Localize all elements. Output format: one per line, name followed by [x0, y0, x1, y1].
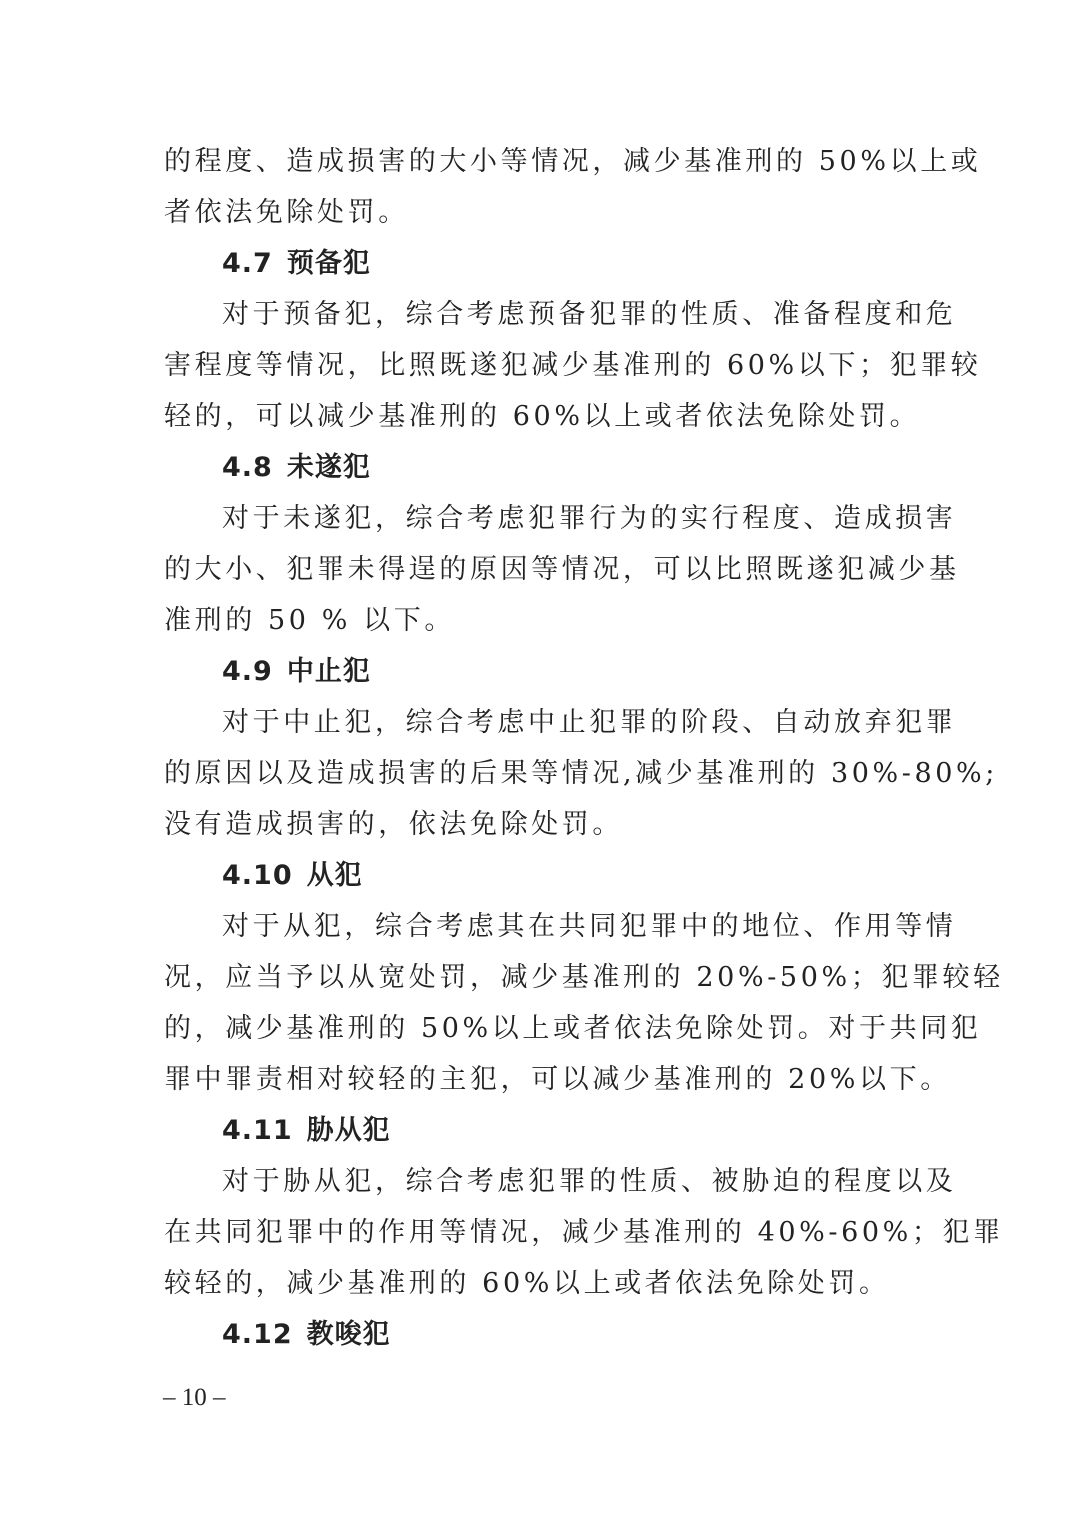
paragraph-line: 的原因以及造成损害的后果等情况,减少基准刑的 30%-80%;: [164, 758, 999, 789]
section-number: 4.12: [222, 1319, 293, 1350]
paragraph-line: 罪中罪责相对较轻的主犯，可以减少基准刑的 20%以下。: [164, 1064, 951, 1095]
paragraph-line: 的程度、造成损害的大小等情况，减少基准刑的 50%以上或: [164, 146, 982, 177]
paragraph-line: 的大小、犯罪未得逞的原因等情况，可以比照既遂犯减少基: [164, 554, 960, 585]
paragraph-line: 害程度等情况，比照既遂犯减少基准刑的 60%以下；犯罪较: [164, 350, 982, 381]
paragraph-line: 况，应当予以从宽处罚，减少基准刑的 20%-50%；犯罪较轻: [164, 962, 1004, 993]
section-title: 从犯: [306, 860, 363, 891]
page-number: – 10 –: [163, 1384, 226, 1411]
paragraph-line: 对于从犯，综合考虑其在共同犯罪中的地位、作用等情: [222, 911, 957, 942]
section-heading-4-7: [164, 238, 916, 289]
paragraph-line: 准刑的 50 % 以下。: [164, 605, 455, 636]
paragraph-line: 对于中止犯，综合考虑中止犯罪的阶段、自动放弃犯罪: [222, 707, 957, 738]
section-title: 教唆犯: [306, 1319, 391, 1350]
paragraph-line: 较轻的，减少基准刑的 60%以上或者依法免除处罚。: [164, 1268, 890, 1299]
paragraph-line: 轻的，可以减少基准刑的 60%以上或者依法免除处罚。: [164, 401, 921, 432]
paragraph-line: 没有造成损害的，依法免除处罚。: [164, 809, 623, 840]
section-heading-4-11: [164, 1105, 916, 1156]
paragraph-line: 对于胁从犯，综合考虑犯罪的性质、被胁迫的程度以及: [222, 1166, 957, 1197]
section-title: 中止犯: [286, 656, 371, 687]
section-number: 4.9: [222, 656, 273, 687]
section-number: 4.10: [222, 860, 293, 891]
body-text: [164, 136, 1004, 1360]
section-heading-4-9: [164, 646, 916, 697]
paragraph-line: 在共同犯罪中的作用等情况，减少基准刑的 40%-60%；犯罪: [164, 1217, 1004, 1248]
paragraph-line: 者依法免除处罚。: [164, 197, 409, 228]
section-title: 预备犯: [286, 248, 371, 279]
section-heading-4-10: [164, 850, 916, 901]
section-title: 未遂犯: [286, 452, 371, 483]
section-heading-4-12: [164, 1309, 916, 1360]
paragraph-line: 的，减少基准刑的 50%以上或者依法免除处罚。对于共同犯: [164, 1013, 982, 1044]
section-heading-4-8: [164, 442, 916, 493]
section-number: 4.11: [222, 1115, 293, 1146]
section-title: 胁从犯: [306, 1115, 391, 1146]
paragraph-line: 对于未遂犯，综合考虑犯罪行为的实行程度、造成损害: [222, 503, 957, 534]
section-number: 4.7: [222, 248, 273, 279]
paragraph-line: 对于预备犯，综合考虑预备犯罪的性质、准备程度和危: [222, 299, 957, 330]
section-number: 4.8: [222, 452, 273, 483]
